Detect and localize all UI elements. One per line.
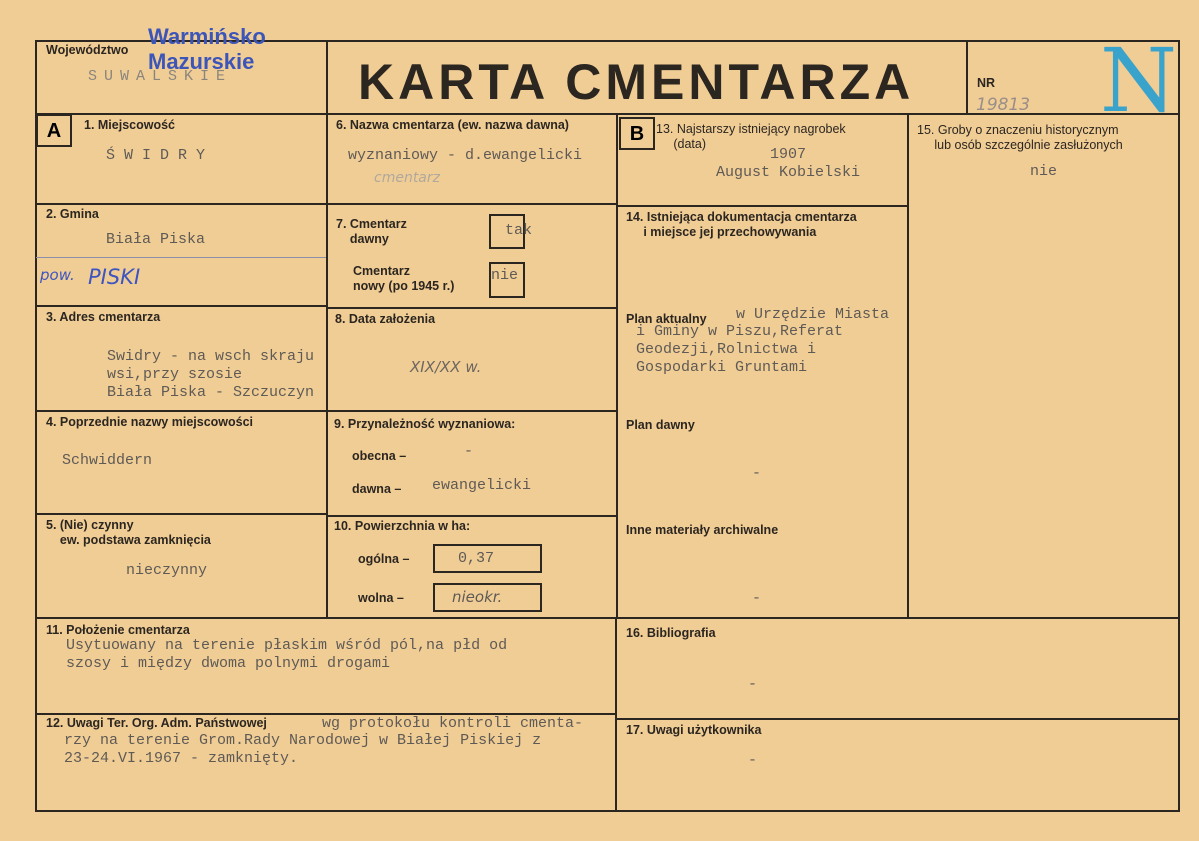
field-13-value: 1907 August Kobielski bbox=[716, 146, 861, 181]
field-14-label: 14. Istniejąca dokumentacja cmentarza i miejsce jej przechowywania bbox=[626, 210, 857, 239]
plan-current-value-first: w Urzędzie Miasta bbox=[736, 306, 890, 323]
plan-old-value: - bbox=[752, 465, 762, 482]
field-7-old-label: 7. Cmentarz dawny bbox=[336, 217, 407, 246]
field-10-free-value: nieokr. bbox=[452, 588, 503, 606]
field-9-current-label: obecna – bbox=[352, 449, 407, 463]
field-7-new-label: Cmentarz nowy (po 1945 r.) bbox=[353, 264, 455, 293]
field-15-label: 15. Groby o znaczeniu historycznym lub osób szczególnie zasłużonych bbox=[917, 123, 1123, 152]
section-b-marker: B bbox=[619, 117, 655, 150]
field-13-label: 13. Najstarszy istniejący nagrobek (data) bbox=[656, 122, 846, 151]
field-14-cell bbox=[616, 205, 909, 619]
field-12-value-rest: rzy na terenie Grom.Rady Narodowej w Białej Piskiej z 23-24.VI.1967 - zamknięty. bbox=[64, 732, 542, 767]
field-12-value-first: wg protokołu kontroli cmenta- bbox=[322, 715, 584, 732]
field-2-label: 2. Gmina bbox=[46, 207, 99, 221]
field-3-label: 3. Adres cmentarza bbox=[46, 310, 161, 324]
field-16-label: 16. Bibliografia bbox=[626, 626, 716, 640]
district-value: PISKI bbox=[88, 265, 141, 289]
field-5-label: 5. (Nie) czynny ew. podstawa zamknięcia bbox=[46, 518, 211, 547]
field-10-total-label: ogólna – bbox=[358, 552, 410, 566]
plan-old-label: Plan dawny bbox=[626, 418, 695, 432]
field-1-value: Ś W I D R Y bbox=[106, 147, 206, 164]
field-2-value: Biała Piska bbox=[106, 231, 206, 248]
field-17-label: 17. Uwagi użytkownika bbox=[626, 723, 762, 737]
field-6-value: wyznaniowy - d.ewangelicki bbox=[348, 147, 583, 164]
nr-value: 19813 bbox=[976, 95, 1031, 115]
field-3-value: Swidry - na wsch skraju wsi,przy szosie Biała Piska - Szczuczyn bbox=[107, 348, 315, 401]
district-prefix: pow. bbox=[40, 266, 75, 284]
field-9-former-label: dawna – bbox=[352, 482, 402, 496]
card-title: KARTA CMENTARZA bbox=[358, 54, 915, 110]
plan-current-label: Plan aktualny bbox=[626, 312, 707, 326]
plan-current-value-rest: i Gminy w Piszu,Referat Geodezji,Rolnictwa i Gospodarki Gruntami bbox=[636, 323, 844, 376]
section-a-marker: A bbox=[36, 114, 72, 147]
field-12-label: 12. Uwagi Ter. Org. Adm. Państwowej bbox=[46, 716, 267, 730]
voivodeship-stamp: Warmińsko Mazurskie bbox=[148, 24, 266, 74]
field-17-value: - bbox=[748, 752, 758, 769]
field-10-total-value: 0,37 bbox=[458, 550, 495, 567]
field-10-label: 10. Powierzchnia w ha: bbox=[334, 519, 471, 533]
nr-label: NR bbox=[977, 76, 996, 90]
field-9-current-value: - bbox=[464, 443, 474, 460]
field-4-label: 4. Poprzednie nazwy miejscowości bbox=[46, 415, 254, 429]
field-6-label: 6. Nazwa cmentarza (ew. nazwa dawna) bbox=[336, 118, 569, 132]
field-1-label: 1. Miejscowość bbox=[84, 118, 176, 132]
field-5-value: nieczynny bbox=[126, 562, 208, 579]
field-11-label: 11. Położenie cmentarza bbox=[46, 623, 190, 637]
other-materials-label: Inne materiały archiwalne bbox=[626, 523, 779, 537]
field-11-value: Usytuowany na terenie płaskim wśród pól,na płd od szosy i między dwoma polnymi drogami bbox=[66, 637, 508, 672]
field-8-label: 8. Data założenia bbox=[335, 312, 436, 326]
field-4-value: Schwiddern bbox=[62, 452, 153, 469]
other-materials-value: - bbox=[752, 590, 762, 607]
field-10-free-label: wolna – bbox=[358, 591, 404, 605]
field-7-old-value: tak bbox=[505, 222, 533, 239]
voivodeship-label: Województwo bbox=[46, 43, 129, 57]
field-15-value: nie bbox=[1030, 163, 1058, 180]
voivodeship-value: SUWALSKIE bbox=[88, 68, 233, 85]
field-7-new-value: nie bbox=[491, 267, 519, 284]
field-9-label: 9. Przynależność wyznaniowa: bbox=[334, 417, 516, 431]
field-15-cell bbox=[907, 113, 1180, 619]
field-9-former-value: ewangelicki bbox=[432, 477, 532, 494]
field-8-value: XIX/XX w. bbox=[410, 358, 482, 376]
field-16-value: - bbox=[748, 676, 758, 693]
field-6-handnote: cmentarz bbox=[374, 170, 440, 186]
nr-mark: N bbox=[1100, 29, 1177, 132]
